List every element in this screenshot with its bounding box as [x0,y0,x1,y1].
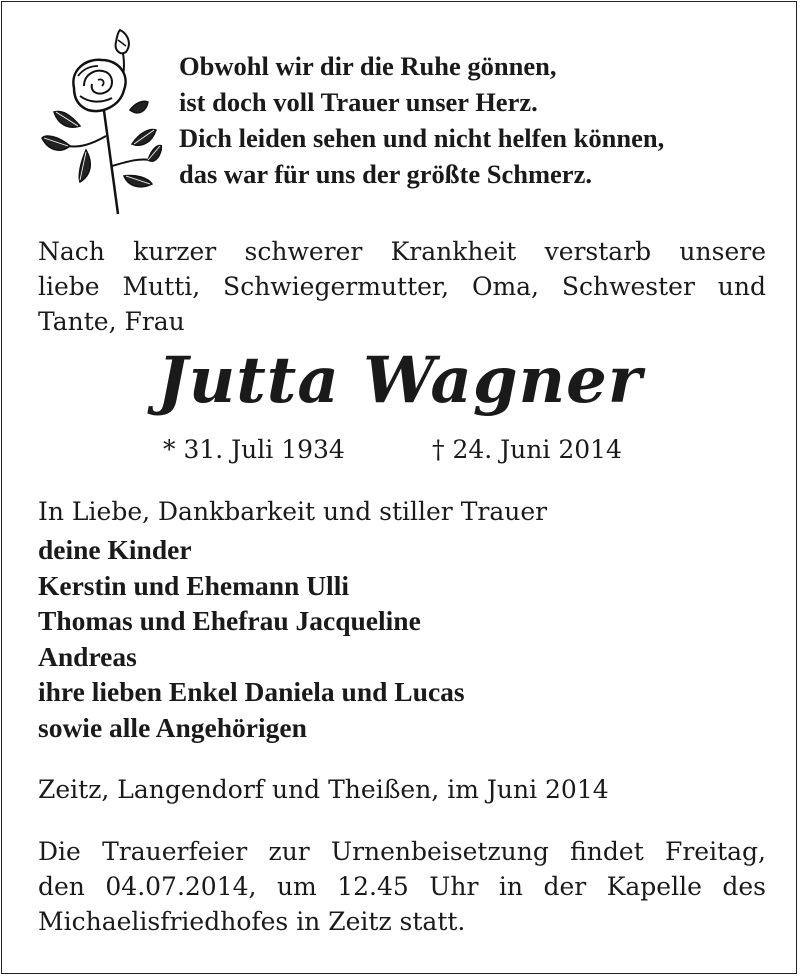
announcement-line: Nach kurzer schwerer Krankheit verstarb unsere [38,237,766,266]
mourner-line: ihre lieben Enkel Daniela und Lucas [38,676,465,707]
funeral-service-info [38,834,766,939]
mourner-line: Thomas und Ehefrau Jacqueline [38,605,421,636]
announcement-line: Tante, Frau [38,307,185,336]
poem-line: ist doch voll Trauer unser Herz. [179,87,538,117]
poem-line: Dich leiden sehen und nicht helfen können, [179,123,665,153]
birth-date: * 31. Juli 1934 [163,435,345,464]
announcement-text [38,234,766,339]
mourners-list [38,532,465,745]
service-line: Michaelisfriedhofes in Zeitz statt. [38,907,466,936]
rose-icon [40,26,162,216]
mourner-line: Andreas [38,640,137,672]
death-date: † 24. Juni 2014 [432,435,622,464]
poem-line: Obwohl wir dir die Ruhe gönnen, [179,51,557,81]
service-line: den 04.07.2014, um 12.45 Uhr in der Kapelle des [38,872,766,901]
service-line: Die Trauerfeier zur Urnenbeisetzung findet Freitag, [38,837,766,866]
mourner-line: sowie alle Angehörigen [38,711,307,743]
deceased-name: Jutta Wagner [157,343,643,418]
place-date: Zeitz, Langendorf und Theißen, im Juni 2014 [38,775,609,804]
poem-line: das war für uns der größte Schmerz. [179,159,592,189]
poem [179,48,664,192]
mourner-line: deine Kinder [38,534,192,565]
announcement-line: liebe Mutti, Schwiegermutter, Oma, Schwester und [38,272,766,301]
mourner-line: Kerstin und Ehemann Ulli [38,569,349,601]
signature-intro: In Liebe, Dankbarkeit und stiller Trauer [38,497,548,526]
